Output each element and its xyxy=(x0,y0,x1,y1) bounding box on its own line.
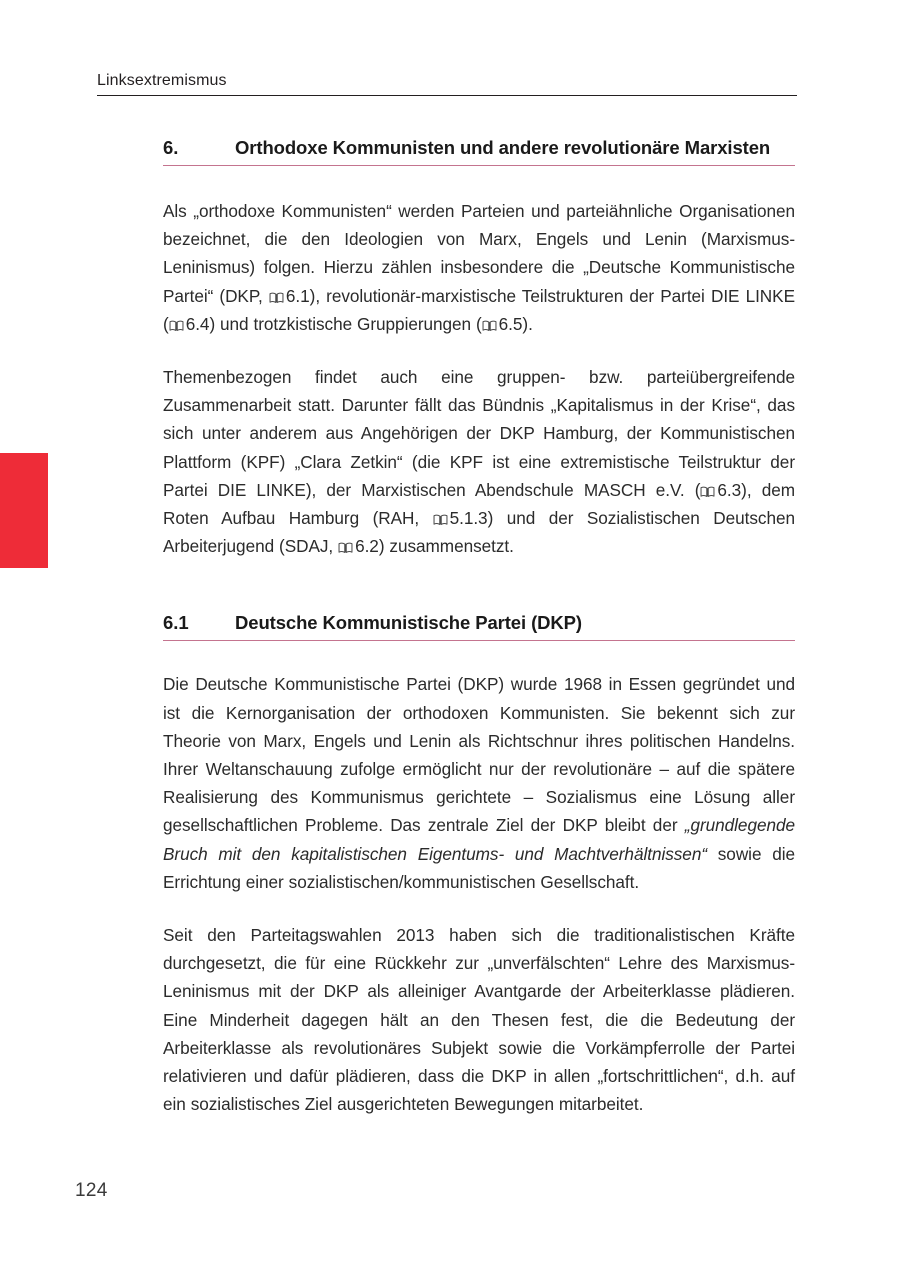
open-book-icon xyxy=(700,486,715,498)
open-book-icon xyxy=(482,320,497,332)
open-book-icon xyxy=(269,292,284,304)
cross-reference-label: 6.3 xyxy=(717,479,742,500)
heading-row xyxy=(163,609,795,636)
cross-reference[interactable] xyxy=(269,282,310,310)
italic-quote: „grundlegende Bruch mit den kapitalistischen Eigentums- und Machtverhältnissen“ xyxy=(163,815,795,864)
subsection-title: Deutsche Kommunistische Partei (DKP) xyxy=(235,612,582,634)
section-title: Orthodoxe Kommunisten und andere revolutionäre Marxisten xyxy=(235,137,771,158)
running-header-text: Linksextremismus xyxy=(97,72,227,89)
subsection-number: 6.1 xyxy=(163,612,189,634)
cross-reference-label: 6.2 xyxy=(355,536,379,557)
paragraph-3: Die Deutsche Kommunistische Partei (DKP) wurde 1968 in Essen gegründet und ist die Kernorganisation der orthodoxen Kommunisten. Sie bekennt sich zur Theorie von Marx, Engels und Lenin als Richtschnur ihres politischen Handelns. Ihrer Weltanschauung zufolge ermöglicht nur der revolutionäre – auf die spätere Realisierung des Kommunismus gerichtete – Sozialismus eine Lösung aller gesellschaftlichen Probleme. Das zentrale Ziel der DKP bleibt der „grundlegende Bruch mit den kapitalistischen Eigentums- und Machtverhältnissen“ sowie die Errichtung einer sozialistischen/kommunistischen Gesellschaft. xyxy=(163,674,795,892)
cross-reference[interactable] xyxy=(338,532,379,560)
spacer xyxy=(163,641,795,670)
section-number: 6. xyxy=(163,137,179,158)
section-heading-6-1 xyxy=(163,609,795,641)
page-number: 124 xyxy=(75,1180,108,1201)
page-content xyxy=(163,134,795,1118)
paragraph-1: Als „orthodoxe Kommunisten“ werden Parteien und parteiähnliche Organisationen bezeichnet, die den Ideologien von Marx, Engels und Lenin (Marxismus-Leninismus) folgen. Hierzu zählen insbesondere die „Deutsche Kommunistische Partei“ (DKP, 6.1), revolutionär-marxistische Teilstrukturen der Partei DIE LINKE ( 6.4) und trotzkistische Gruppierungen ( 6.5). xyxy=(163,197,795,338)
cross-reference-label: 6.5 xyxy=(498,313,523,334)
cross-reference-label: 6.4 xyxy=(185,313,210,334)
spacer xyxy=(163,338,795,363)
cross-reference[interactable] xyxy=(482,310,523,338)
running-header-rule xyxy=(97,95,797,96)
cross-reference[interactable] xyxy=(433,504,488,532)
cross-reference[interactable] xyxy=(700,476,741,504)
paragraph-2: Themenbezogen findet auch eine gruppen- bzw. parteiübergreifende Zusammenarbeit statt. Darunter fällt das Bündnis „Kapitalismus in der Krise“, das sich unter anderem aus Angehörigen der DKP Hamburg, der Kommunistischen Plattform (KPF) „Clara Zetkin“ (die KPF ist eine extremistische Teilstruktur der Partei DIE LINKE), der Marxistischen Abendschule MASCH e.V. ( 6.3), dem Roten Aufbau Hamburg (RAH, 5.1.3) und der Sozialistischen Deutschen Arbeiterjugend (SDAJ, 6.2) zusammensetzt. xyxy=(163,363,795,560)
cross-reference-label: 6.1 xyxy=(285,285,310,306)
chapter-color-tab xyxy=(0,453,48,568)
heading-row xyxy=(163,134,795,161)
cross-reference-label: 5.1.3 xyxy=(449,508,488,529)
spacer xyxy=(163,560,795,609)
open-book-icon xyxy=(169,320,184,332)
open-book-icon xyxy=(433,514,448,526)
section-heading-6 xyxy=(163,134,795,166)
spacer xyxy=(163,896,795,921)
cross-reference[interactable] xyxy=(169,310,210,338)
spacer xyxy=(163,166,795,197)
paragraph-4: Seit den Parteitagswahlen 2013 haben sich die traditionalistischen Kräfte durchgesetzt, die für eine Rückkehr zur „unverfälschten“ Lehre des Marxismus-Leninismus mit der DKP als alleiniger Avantgarde der Arbeiterklasse plädieren. Eine Minderheit dagegen hält an den Thesen fest, die die Bedeutung der Arbeiterklasse als revolutionäres Subjekt sowie die Vorkämpferrolle der Partei relativieren und dafür plädieren, dass die DKP in allen „fortschrittlichen“, d.h. auf ein sozialistisches Ziel ausgerichteten Bewegungen mitarbeitet. xyxy=(163,925,795,1115)
running-header xyxy=(97,70,797,96)
open-book-icon xyxy=(338,542,353,554)
